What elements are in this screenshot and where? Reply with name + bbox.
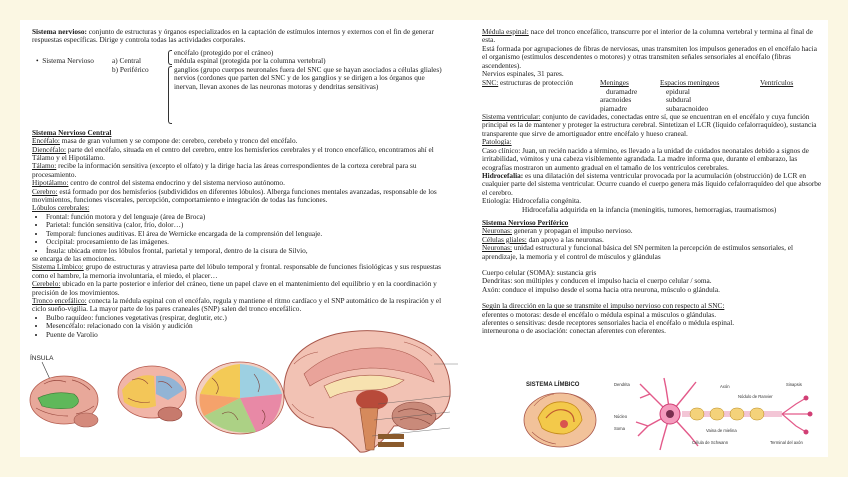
intro-paragraph (32, 28, 444, 45)
brain-sagittal-image (274, 324, 464, 457)
table-cell: aracnoides (600, 95, 632, 105)
table-cell: subdural (666, 95, 692, 105)
segun-heading: Según la dirección en la que se transmite el impulso nervioso con respecto al SNC: (482, 301, 725, 311)
intro-text: conjunto de estructuras y órganos especializados en la captación de estímulos internos y externos con el fin de generar respuestas específicas. Dirige y controla todas las actividades corporales. (32, 27, 434, 45)
snc-heading: Sistema Nervioso Central (32, 127, 112, 137)
limbic-system-image (520, 378, 600, 454)
list-item: • Bulbo raquídeo: funciones vegetativas (respirar, deglutir, etc.) (46, 314, 444, 322)
central-part: encéfalo (protegido por el cráneo) (174, 47, 274, 57)
list-item: • Temporal: funciones auditivas. El área de Wernicke encargada de la comprensión del lenguaje. (46, 230, 444, 238)
neuron-label: Sinapsis (786, 382, 802, 387)
brain-sagittal-icon (274, 324, 464, 457)
term: Tálamo: (32, 161, 57, 171)
brain-lobes-image (112, 350, 288, 450)
left-column (32, 28, 444, 339)
central-part: médula espinal (protegida por la columna vertebral) (174, 56, 326, 66)
table-header: Ventrículos (760, 78, 794, 88)
list-item: • Mesencéfalo: relacionado con la visión y audición (46, 322, 444, 330)
definition: generan y propagan el impulso nervioso. (512, 226, 633, 236)
snc-item (32, 162, 444, 179)
neuron-label: Axón (720, 384, 730, 389)
definition: centro de control del sistema endocrino y del sistema nervioso autónomo. (68, 178, 285, 188)
insula-brain-image (24, 350, 104, 440)
term: Cerebelo: (32, 279, 61, 289)
document-page (20, 20, 828, 457)
brace-central (168, 50, 172, 65)
neuron-image (610, 374, 820, 454)
peripheral-part: ganglios (grupo cuerpos neuronales fuera del SNC que se hayan asociados a células gliales) (174, 64, 442, 74)
term: Tronco encefálico: (32, 295, 87, 305)
brace-peripheral (168, 66, 172, 124)
medula-paragraph-2: Está formada por agrupaciones de fibras de nerviosas, unas transmiten los impulsos generados en el encéfalo hacia el organismo (estímulos descendentes o motores) y otras transmiten señales sensoriales al encéfalo (fibras ascendentes). (482, 43, 817, 70)
neuron-diagram-icon (610, 374, 820, 454)
term: Hipotálamo: (32, 178, 69, 188)
definition: parte del encéfalo, situada en el centro del cerebro, entre los hemisferios cerebrales y el tronco encefálico, encontramos ahí el Tálamo y el Hipotálamo. (32, 144, 434, 163)
hidrocefalia-paragraph (482, 172, 822, 197)
lobulos-tail: se encarga de las emociones. (32, 253, 116, 263)
proteccion-table (482, 79, 822, 113)
snp-item (482, 244, 822, 261)
etiologia: Etiología: Hidrocefalia congénita. (482, 196, 582, 206)
division-b-label: b) Periférico (112, 64, 149, 74)
term: Neuronas: (482, 243, 512, 253)
snc-item (32, 280, 444, 297)
dendritas: Dendritas: son múltiples y conducen el impulso hacia el cuerpo celular / soma. (482, 276, 712, 286)
table-cell: subaracnoideo (666, 103, 709, 113)
list-item: • Frontal: función motora y del lenguaje (área de Broca) (46, 213, 444, 221)
limbic-label: SISTEMA LÍMBICO (526, 382, 580, 388)
segun-item: interneurona o de asociación: conectan aferentes con eferentes. (482, 326, 666, 336)
definition: conecta la médula espinal con el encéfalo, regula y mantiene el ritmo cardíaco y el SNP automático de la respiración y el ciclo sueño-vigilia. La mayor parte de los pares craneales (SNP) salen del tronco encefálico. (32, 295, 442, 314)
neuron-label: Terminal del axón (770, 440, 803, 445)
brain-lobes-icon (112, 350, 288, 450)
definition: grupo de estructuras y atraviesa parte del lóbulo temporal y frontal. responsable de funciones fisiológicas y sus respuestas como el hambre, la memoria involuntaria, el miedo, el placer… (32, 262, 441, 280)
neuron-label: Nódulo de Ranvier (738, 394, 773, 399)
neuron-label: Dendrita (614, 382, 630, 387)
right-column (482, 28, 822, 336)
term: Sistema Límbico: (32, 262, 84, 272)
table-cell: piamadre (600, 103, 628, 113)
list-item: • Ínsula: ubicada entre los lóbulos frontal, parietal y temporal, dentro de la cisura de Silvio, (46, 247, 444, 255)
table-cell: duramadre (606, 86, 638, 96)
term: Diencéfalo: (32, 144, 67, 154)
lobulos-list (32, 213, 444, 255)
list-item: • Parietal: función sensitiva (calor, frío, dolor…) (46, 221, 444, 229)
lobulos-heading: Lóbulos cerebrales: (32, 203, 90, 213)
insula-label: ÍNSULA (30, 355, 54, 362)
neuron-label: Vaina de mielina (706, 428, 737, 433)
nervios-espinales: Nervios espinales, 31 pares. (482, 69, 564, 79)
definition: masa de gran volumen y se compone de: cerebro, cerebelo y tronco del encéfalo. (59, 136, 298, 146)
term: Cerebro: (32, 186, 58, 196)
neuron-label: Núcleo (614, 414, 628, 419)
definition: ubicado en la parte posterior e inferior del cráneo, tiene un papel clave en el mantenimiento del equilibrio y en la coordinación y precisión de los movimientos. (32, 279, 437, 297)
snc-item (32, 263, 444, 280)
term: Células gliales: (482, 234, 527, 244)
intro-term: Sistema nervioso: (32, 27, 87, 36)
snc-item (32, 297, 444, 314)
term: Médula espinal: (482, 27, 529, 36)
snp-heading: Sistema Nervioso Periférico (482, 217, 569, 227)
definition: unidad estructural y funcional básica del SN permiten la percepción de estímulos sensoriales, el aprendizaje, la memoria y el control de músculos y glándulas (482, 243, 794, 261)
divisions-main-label: Sistema Nervioso (42, 55, 94, 65)
snc-item (32, 146, 444, 163)
ventricular-paragraph (482, 113, 822, 138)
neuron-label: Célula de Schwann (692, 440, 729, 445)
list-item: • Puente de Varolio (46, 331, 444, 339)
insula-brain-icon (24, 350, 104, 440)
proteccion-label (482, 79, 600, 87)
definition: recibe la información sensitiva (excepto el olfato) y la dirige hacia las áreas correspondientes de la corteza cerebral para su procesamiento. (32, 161, 417, 179)
definition: nace del tronco encefálico, transcurre por el interior de la columna vertebral y termina al final de esta. (482, 27, 813, 45)
segun-item: eferentes o motoras: desde el encéfalo o médula espinal a músculos o glándulas. (482, 309, 717, 319)
patologia-heading: Patología: (482, 137, 512, 147)
divisions-bullet: • Sistema Nervioso (36, 55, 94, 65)
definition: dan apoyo a las neuronas. (526, 234, 604, 244)
etiologia-2: Hidrocefalia adquirida en la infancia (meningitis, tumores, hemorragias, traumatismos) (522, 204, 777, 214)
neuron-label: Soma (614, 426, 625, 431)
central-parts-list (174, 49, 444, 66)
definition: conjunto de cavidades, conectadas entre sí, que se encuentran en el encéfalo y cuya función principal es la de mantener y proteger la estructura cerebral. Sintetizan el LCR (líquido cefalorraquídeo), sustancia transparente que sirve de amortiguador entre encéfalo y hueso craneal. (482, 112, 817, 138)
limbic-system-icon (520, 378, 600, 454)
divisions-diagram (32, 49, 444, 129)
proteccion-block (482, 79, 822, 113)
definition: es una dilatación del sistema ventricular provocada por la acumulación (obstrucción) de LCR en cualquier parte del sistema ventricular. Ocurre cuando el cuerpo genera más líquido cefalorraquídeo del que absorbe el cerebro. (482, 170, 822, 197)
peripheral-part: nervios (cordones que parten del SNC y de los ganglios y se dirigen a los órganos que inervan, llevan axones de las neuronas motoras y dendritas sensitivas) (174, 73, 425, 91)
peripheral-parts-list (174, 66, 446, 91)
list-item: • Occipital: procesamiento de las imágenes. (46, 238, 444, 246)
axon: Axón: conduce el impulso desde el soma hacia otra neurona, músculo o glándula. (482, 284, 720, 294)
term: Encéfalo: (32, 136, 60, 146)
snc-item (32, 188, 444, 205)
division-a-label: a) Central (112, 55, 141, 65)
table-header: Meninges (600, 78, 629, 88)
term: Hidrocefalia: (482, 170, 524, 180)
patologia-paragraph: Caso clínico: Juan, un recién nacido a término, es llevado a la unidad de cuidados neonatales debido a signos de irritabilidad, vómitos y una cabeza visiblemente agrandada. La madre informa que, durante el embarazo, las ecografías mostraron un aumento gradual en el tamaño de los ventrículos cerebrales. (482, 145, 809, 172)
table-cell: epidural (666, 86, 690, 96)
term: SNC: (482, 78, 499, 88)
segun-item: aferentes o sensitivas: desde receptores sensoriales hacia el encéfalo o médula espinal. (482, 318, 735, 327)
definition: está formado por dos hemisferios (subdivididos en diferentes lóbulos). Alberga funciones mentales avanzadas, responsable de los movimientos, funciones viscerales, percepción, comportamiento e integración de todas las funciones. (32, 186, 437, 205)
term: Sistema ventricular: (482, 112, 541, 122)
cuerpo-celular: Cuerpo celular (SOMA): sustancia gris (482, 267, 597, 277)
medula-paragraph (482, 28, 822, 45)
table-header: Espacios meníngeos (660, 78, 720, 88)
definition: estructuras de protección (498, 78, 573, 88)
term: Neuronas: (482, 226, 512, 236)
